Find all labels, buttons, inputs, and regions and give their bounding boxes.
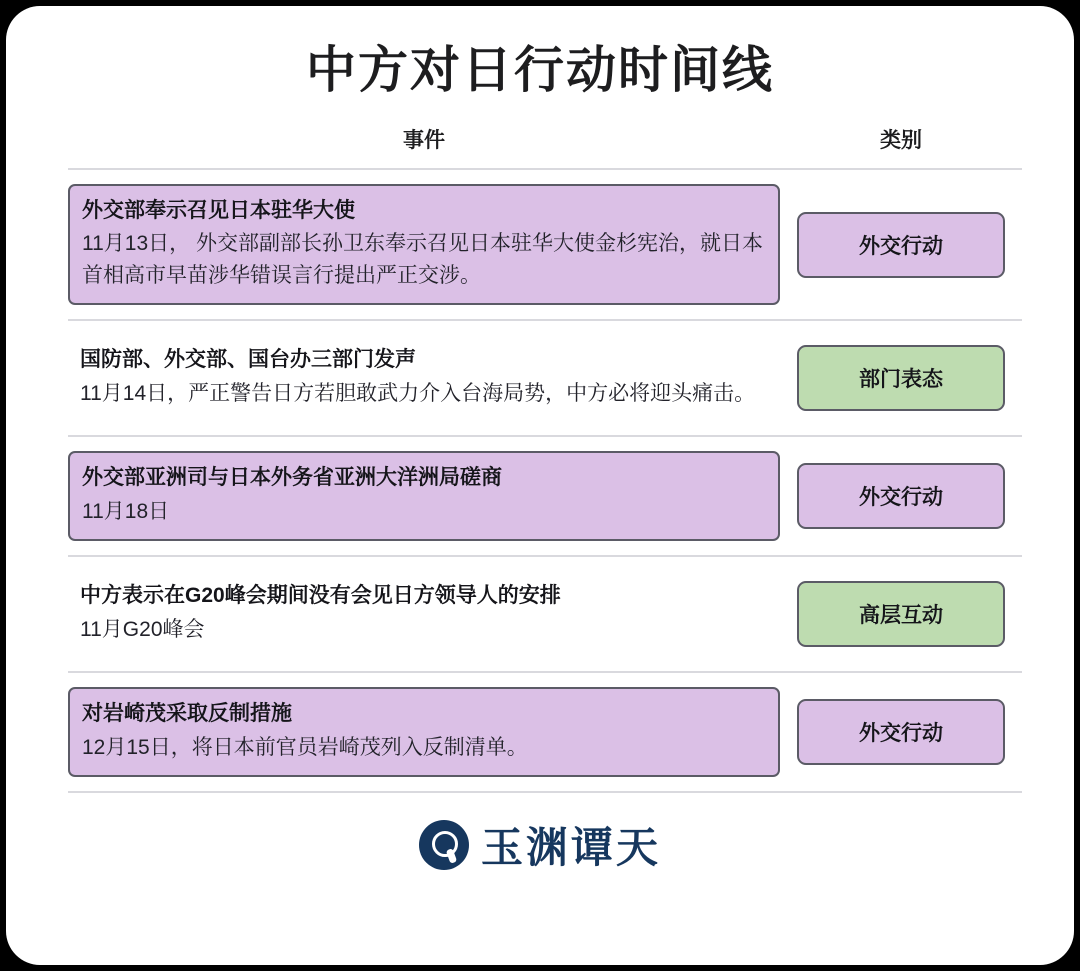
page-title: 中方对日行动时间线: [306, 42, 774, 98]
table-row: [68, 169, 1022, 320]
event-box: [68, 687, 780, 777]
event-cell: [68, 672, 780, 792]
event-box: [68, 571, 780, 657]
event-description: 12月15日，将日本前官员岩崎茂列入反制清单。: [82, 735, 528, 759]
event-description: 11月14日，严正警告日方若胆敢武力介入台海局势，中方必将迎头痛击。: [80, 381, 756, 405]
status-badge: 外交行动: [797, 699, 1005, 765]
event-cell: [68, 320, 780, 436]
timeline-table: [68, 116, 1022, 793]
category-cell: [780, 436, 1022, 556]
event-description: 11月13日， 外交部副部长孙卫东奉示召见日本驻华大使金杉宪治，就日本首相高市早苗涉华错误言行提出严正交涉。: [82, 232, 763, 287]
event-title: 外交部亚洲司与日本外务省亚洲大洋洲局磋商: [82, 466, 502, 490]
event-description: 11月18日: [82, 499, 170, 523]
infographic-card: [6, 6, 1074, 965]
table-header: [68, 116, 1022, 169]
event-title: 国防部、外交部、国台办三部门发声: [80, 348, 416, 372]
event-cell: [68, 556, 780, 672]
footer-branding: [68, 815, 1012, 875]
event-title: 中方表示在G20峰会期间没有会见日方领导人的安排: [80, 584, 561, 608]
magnifier-logo-icon: [419, 820, 469, 870]
category-cell: [780, 169, 1022, 320]
column-header-event: 事件: [68, 116, 780, 169]
event-title: 外交部奉示召见日本驻华大使: [82, 199, 355, 222]
table-row: [68, 556, 1022, 672]
category-cell: [780, 672, 1022, 792]
event-box: [68, 451, 780, 541]
event-title: 对岩崎茂采取反制措施: [82, 702, 292, 726]
status-badge: 外交行动: [797, 463, 1005, 529]
column-header-category: 类别: [780, 116, 1022, 169]
event-box: [68, 184, 780, 305]
event-cell: [68, 169, 780, 320]
table-row: [68, 436, 1022, 556]
table-body: [68, 169, 1022, 792]
table-row: [68, 320, 1022, 436]
table-row: [68, 672, 1022, 792]
status-badge: 外交行动: [797, 212, 1005, 278]
status-badge: 部门表态: [797, 345, 1005, 411]
event-box: [68, 335, 780, 421]
card-inner: [6, 6, 1074, 875]
category-cell: [780, 556, 1022, 672]
brand-name: 玉渊谭天: [480, 823, 661, 873]
status-badge: 高层互动: [797, 581, 1005, 647]
event-cell: [68, 436, 780, 556]
category-cell: [780, 320, 1022, 436]
table-header-row: [68, 116, 1022, 169]
event-description: 11月G20峰会: [80, 617, 205, 641]
